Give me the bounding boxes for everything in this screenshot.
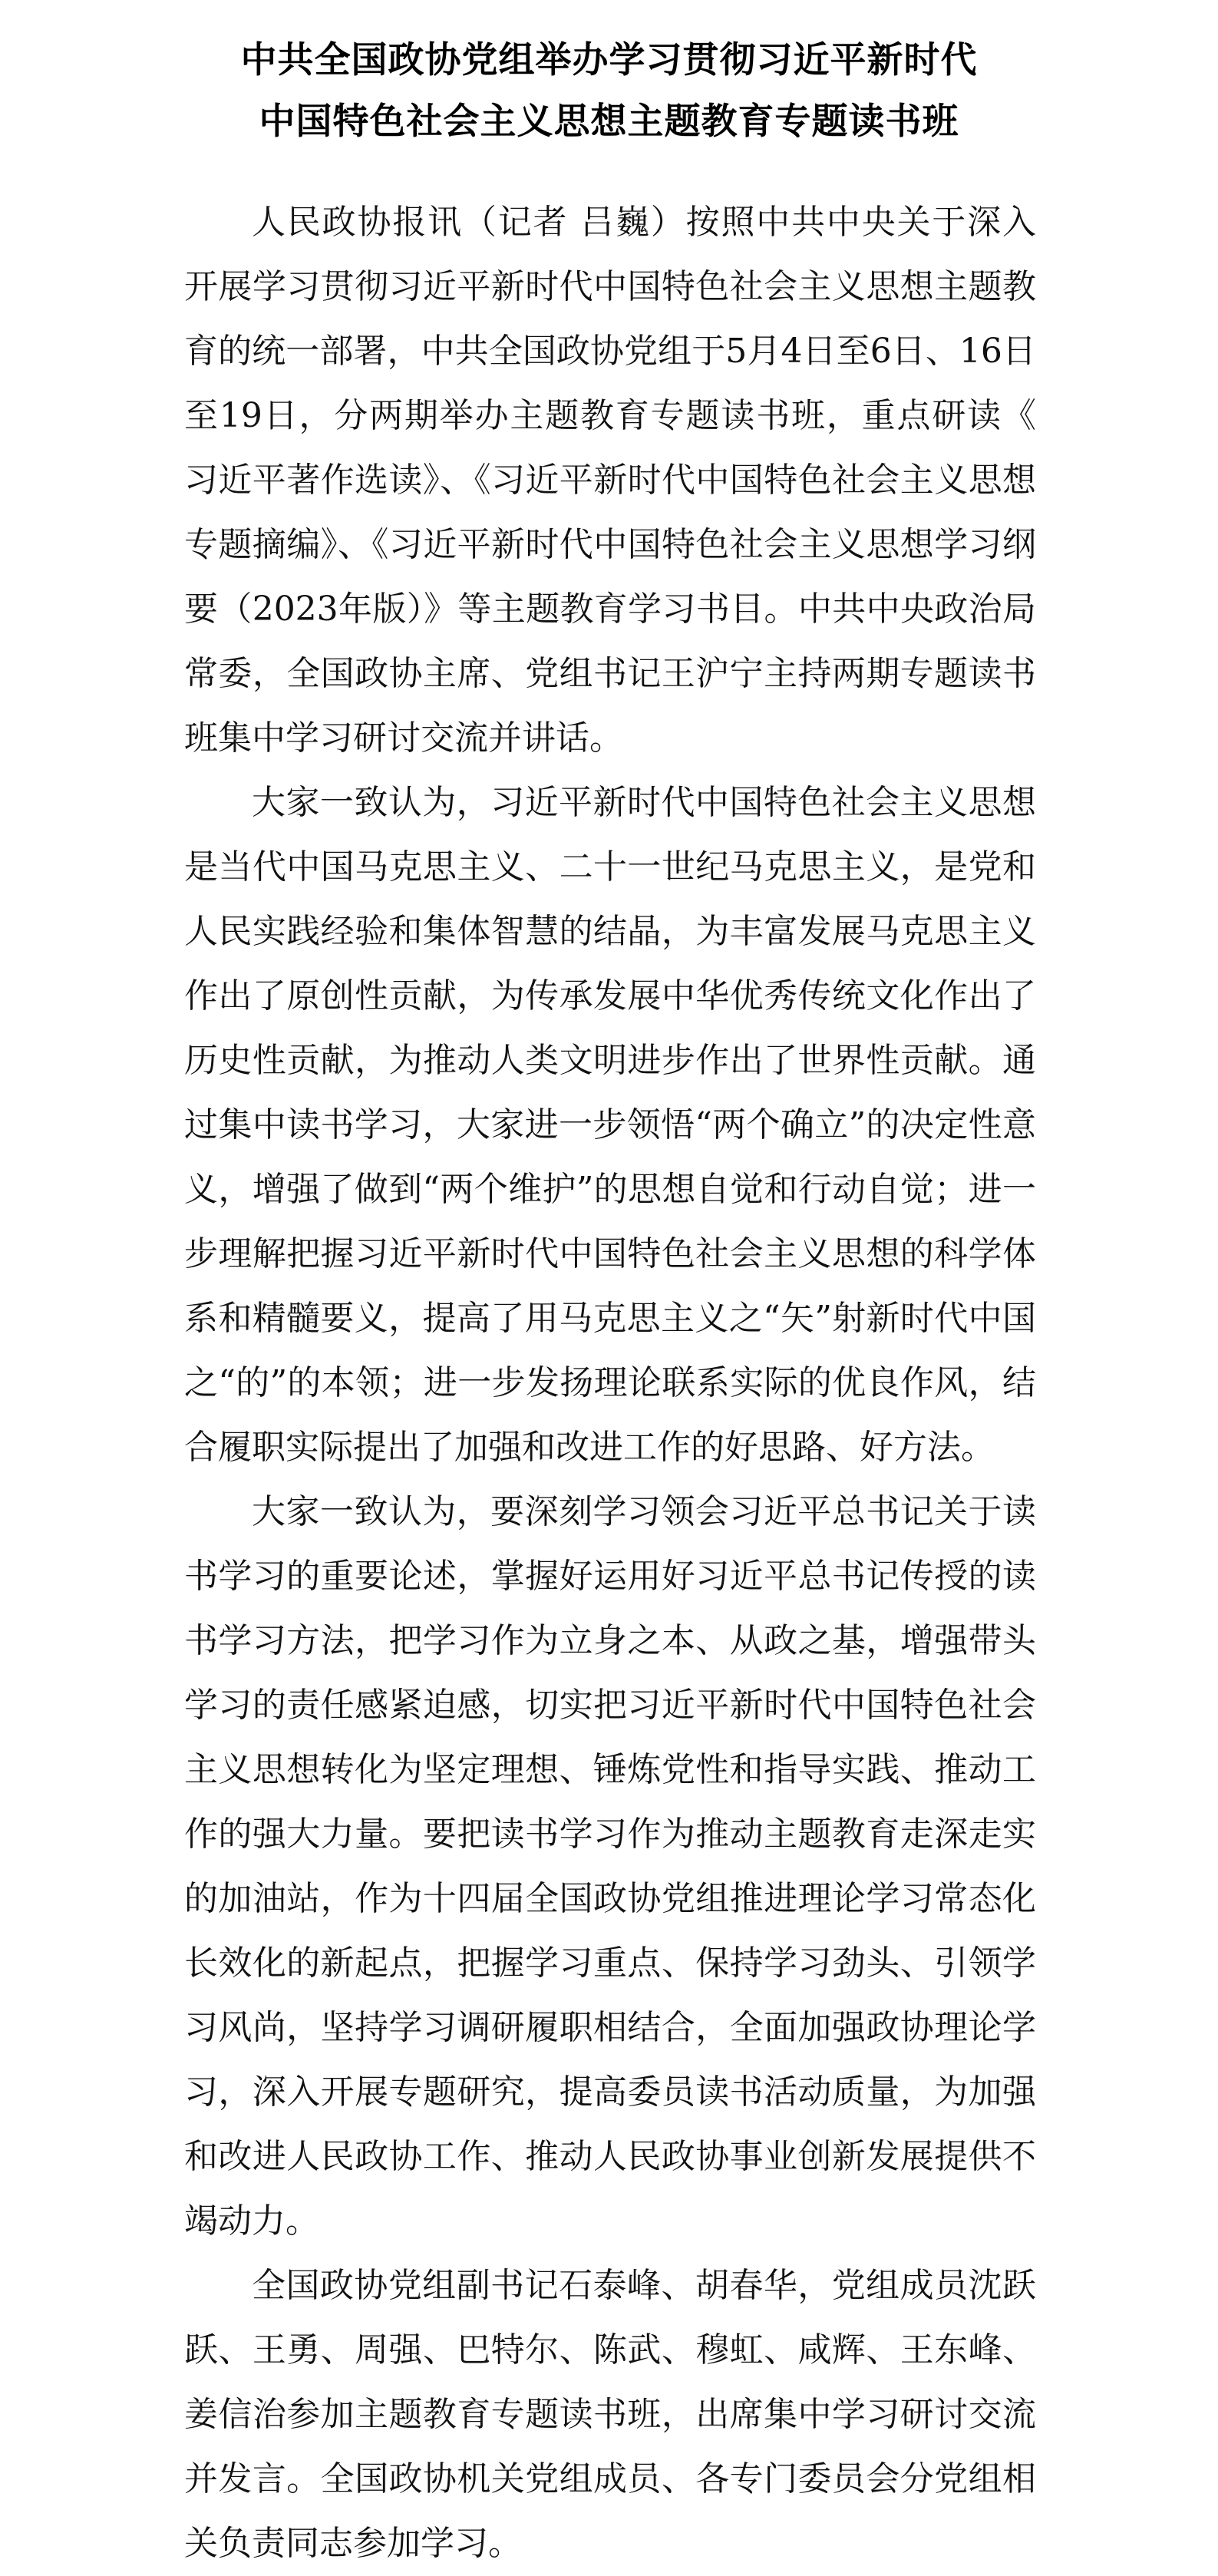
article-paragraph-3: 大家一致认为，要深刻学习领会习近平总书记关于读书学习的重要论述，掌握好运用好习近平总书记传授的读书学习方法，把学习作为立身之本、从政之基，增强带头学习的责任感紧迫感，切实把习近平新时代中国特色社会主义思想转化为坚定理想、锤炼党性和指导实践、推动工作的强大力量。要把读书学习作为推动主题教育走深走实的加油站，作为十四届全国政协党组推进理论学习常态化长效化的新起点，把握学习重点、保持学习劲头、引领学习风尚，坚持学习调研履职相结合，全面加强政协理论学习，深入开展专题研究，提高委员读书活动质量，为加强和改进人民政协工作、推动人民政协事业创新发展提供不竭动力。 [184, 1492, 1036, 2241]
article-title-line-1: 中共全国政协党组举办学习贯彻习近平新时代 [240, 39, 978, 82]
article-body [184, 190, 1036, 2576]
article-title [0, 30, 1218, 153]
article-paragraph-4: 全国政协党组副书记石泰峰、胡春华，党组成员沈跃跃、王勇、周强、巴特尔、陈武、穆虹、咸辉、王东峰、姜信治参加主题教育专题读书班，出席集中学习研讨交流并发言。全国政协机关党组成员、各专门委员会分党组相关负责同志参加学习。 [184, 2266, 1036, 2563]
article-paragraph-1: 人民政协报讯（记者 吕巍）按照中共中央关于深入开展学习贯彻习近平新时代中国特色社会主义思想主题教育的统一部署，中共全国政协党组于5月4日至6日、16日至19日，分两期举办主题教育专题读书班，重点研读《习近平著作选读》、《习近平新时代中国特色社会主义思想专题摘编》、《习近平新时代中国特色社会主义思想学习纲要（2023年版）》等主题教育学习书目。中共中央政治局常委，全国政协主席、党组书记王沪宁主持两期专题读书班集中学习研讨交流并讲话。 [184, 203, 1036, 758]
article-title-line-2: 中国特色社会主义思想主题教育专题读书班 [259, 101, 959, 144]
article-paragraph-2: 大家一致认为，习近平新时代中国特色社会主义思想是当代中国马克思主义、二十一世纪马克思主义，是党和人民实践经验和集体智慧的结晶，为丰富发展马克思主义作出了原创性贡献，为传承发展中华优秀传统文化作出了历史性贡献，为推动人类文明进步作出了世界性贡献。通过集中读书学习，大家进一步领悟“两个确立”的决定性意义，增强了做到“两个维护”的思想自觉和行动自觉；进一步理解把握习近平新时代中国特色社会主义思想的科学体系和精髓要义，提高了用马克思主义之“矢”射新时代中国之“的”的本领；进一步发扬理论联系实际的优良作风，结合履职实际提出了加强和改进工作的好思路、好方法。 [184, 783, 1036, 1467]
